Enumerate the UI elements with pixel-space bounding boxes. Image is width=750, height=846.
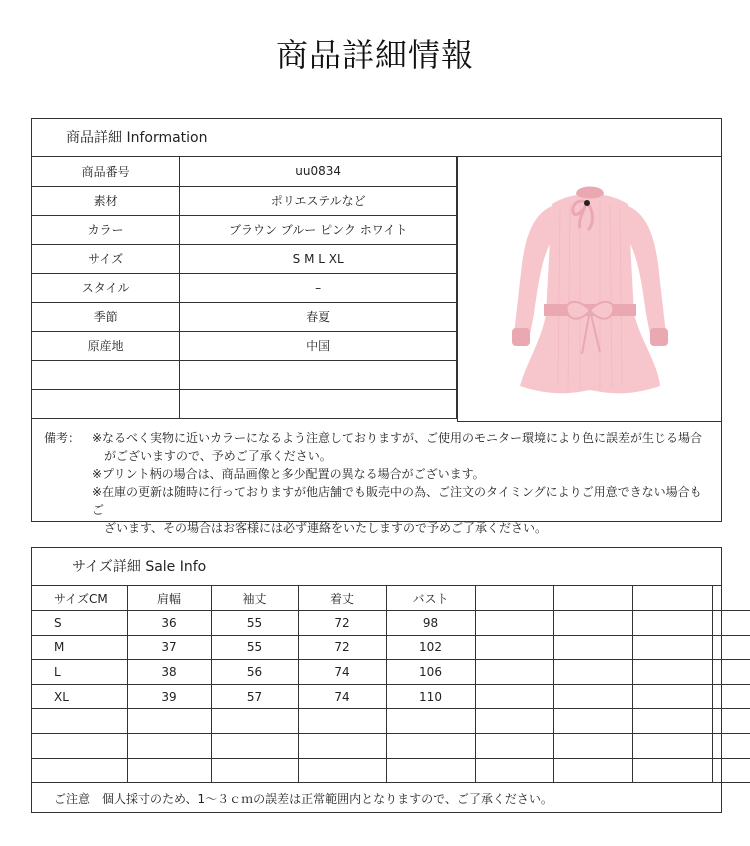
size-cell: 110 <box>386 684 475 709</box>
info-label: スタイル <box>32 273 180 302</box>
info-label: 季節 <box>32 302 180 331</box>
size-cell <box>475 709 553 734</box>
size-column-header: 着丈 <box>298 586 386 611</box>
information-panel <box>31 118 722 535</box>
size-header: サイズ詳細 Sale Info <box>32 548 721 586</box>
remarks-label: 備考： <box>44 431 81 445</box>
size-cell <box>632 611 712 636</box>
info-label: 素材 <box>32 186 180 215</box>
size-cell <box>553 709 632 734</box>
size-cell: 74 <box>298 660 386 685</box>
info-label: サイズ <box>32 244 180 273</box>
blouse-collar <box>576 187 604 199</box>
size-cell <box>712 660 750 685</box>
size-cell: 57 <box>211 684 298 709</box>
info-value: ポリエステルなど <box>180 186 457 215</box>
size-cell: 98 <box>386 611 475 636</box>
size-cell: 72 <box>298 611 386 636</box>
size-cell: 38 <box>127 660 211 685</box>
remark-line-3b: ざいます、その場合はお客様には必ず連絡をいたしますので予めご了承ください。 <box>104 521 548 535</box>
size-cell <box>475 684 553 709</box>
size-cell <box>632 734 712 759</box>
info-row <box>32 244 457 273</box>
size-cell: 72 <box>298 635 386 660</box>
info-row <box>32 157 457 186</box>
info-row <box>32 273 457 302</box>
size-row <box>32 635 750 660</box>
right-cuff <box>650 328 668 346</box>
size-cell <box>632 635 712 660</box>
size-cell: XL <box>32 684 127 709</box>
remark-line-1b: がございますので、予めご了承ください。 <box>104 449 332 463</box>
info-row <box>32 215 457 244</box>
info-label <box>32 389 180 418</box>
product-photo <box>457 157 722 422</box>
size-cell <box>553 635 632 660</box>
size-cell: 55 <box>211 635 298 660</box>
size-cell <box>553 758 632 783</box>
size-cell: 55 <box>211 611 298 636</box>
size-cell <box>127 709 211 734</box>
pink-blouse-image <box>490 164 690 414</box>
info-value: uu0834 <box>180 157 457 186</box>
info-value: S M L XL <box>180 244 457 273</box>
size-cell: 36 <box>127 611 211 636</box>
size-cell: M <box>32 635 127 660</box>
info-row <box>32 331 457 360</box>
info-row <box>32 302 457 331</box>
size-cell <box>632 684 712 709</box>
size-cell <box>211 758 298 783</box>
info-row <box>32 389 457 418</box>
size-cell <box>127 734 211 759</box>
size-column-header <box>712 586 750 611</box>
size-cell <box>712 611 750 636</box>
size-column-header <box>553 586 632 611</box>
info-value <box>180 389 457 418</box>
size-caution-note: ご注意 個人採寸のため、1～３ｃｍの誤差は正常範囲内となりますので、ご了承ください。 <box>54 792 553 806</box>
info-label <box>32 360 180 389</box>
size-cell <box>553 660 632 685</box>
size-cell <box>386 709 475 734</box>
neck-button <box>584 200 590 206</box>
information-header: 商品詳細 Information <box>32 119 721 157</box>
size-cell <box>298 758 386 783</box>
size-row <box>32 734 750 759</box>
size-cell <box>32 734 127 759</box>
size-table <box>32 586 750 783</box>
info-label: カラー <box>32 215 180 244</box>
size-cell <box>32 758 127 783</box>
size-row <box>32 709 750 734</box>
size-cell <box>475 758 553 783</box>
size-row <box>32 660 750 685</box>
size-cell <box>475 660 553 685</box>
size-cell <box>712 709 750 734</box>
remarks-section <box>32 423 721 537</box>
remark-line-2: ※プリント柄の場合は、商品画像と多少配置の異なる場合がございます。 <box>92 467 485 481</box>
info-row <box>32 360 457 389</box>
size-row <box>32 611 750 636</box>
info-value: – <box>180 273 457 302</box>
size-cell <box>386 734 475 759</box>
size-cell <box>712 734 750 759</box>
left-cuff <box>512 328 530 346</box>
size-cell: 37 <box>127 635 211 660</box>
size-cell <box>475 635 553 660</box>
size-cell <box>386 758 475 783</box>
size-cell: 39 <box>127 684 211 709</box>
size-cell: 56 <box>211 660 298 685</box>
size-cell: 102 <box>386 635 475 660</box>
info-value: 春夏 <box>180 302 457 331</box>
size-cell <box>32 709 127 734</box>
page-title: 商品詳細情報 <box>275 36 474 74</box>
size-cell <box>298 709 386 734</box>
size-row <box>32 684 750 709</box>
size-column-header: サイズCM <box>32 586 127 611</box>
info-value <box>180 360 457 389</box>
size-cell: L <box>32 660 127 685</box>
size-column-header: バスト <box>386 586 475 611</box>
size-cell <box>553 611 632 636</box>
size-cell <box>712 758 750 783</box>
size-cell <box>211 709 298 734</box>
info-value: 中国 <box>180 331 457 360</box>
info-row <box>32 186 457 215</box>
size-cell <box>553 684 632 709</box>
remark-line-3: ※在庫の更新は随時に行っておりますが他店舗でも販売中の為、ご注文のタイミングによりご用意できない場合もご <box>92 485 702 517</box>
size-cell <box>632 709 712 734</box>
size-row <box>32 758 750 783</box>
size-header-row <box>32 586 750 611</box>
remark-line-1: ※なるべく実物に近いカラーになるよう注意しておりますが、ご使用のモニター環境により色に誤差が生じる場合 <box>92 431 703 445</box>
size-cell: 106 <box>386 660 475 685</box>
information-table <box>32 157 457 419</box>
size-cell <box>712 684 750 709</box>
size-cell <box>712 635 750 660</box>
size-cell <box>475 734 553 759</box>
size-cell: S <box>32 611 127 636</box>
size-column-header: 肩幅 <box>127 586 211 611</box>
size-cell <box>632 660 712 685</box>
size-cell <box>127 758 211 783</box>
size-cell <box>553 734 632 759</box>
size-cell: 74 <box>298 684 386 709</box>
size-column-header: 袖丈 <box>211 586 298 611</box>
info-label: 原産地 <box>32 331 180 360</box>
size-cell <box>211 734 298 759</box>
size-cell <box>475 611 553 636</box>
size-panel <box>31 547 722 813</box>
size-column-header <box>475 586 553 611</box>
info-label: 商品番号 <box>32 157 180 186</box>
size-cell <box>298 734 386 759</box>
size-column-header <box>632 586 712 611</box>
size-cell <box>632 758 712 783</box>
info-value: ブラウン ブルー ピンク ホワイト <box>180 215 457 244</box>
